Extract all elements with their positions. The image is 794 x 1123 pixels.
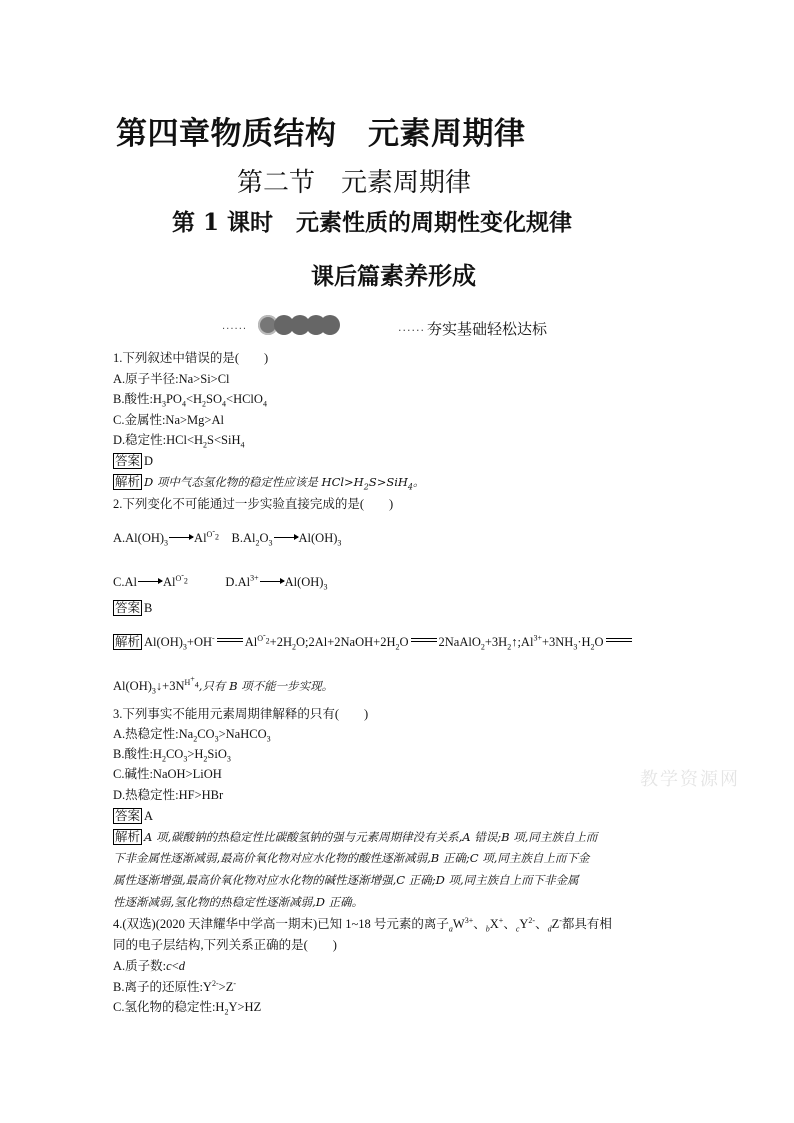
chapter-title: 第四章物质结构 元素周期律 [116,116,526,152]
answer-label: 答案 [115,454,141,468]
arrow-icon [260,581,284,582]
analysis-label: 解析 [115,634,141,649]
ball-decoration [320,315,340,335]
q3-stem: 3.下列事实不能用元素周期律解释的只有( ) [113,707,369,721]
q2-analysis: 解析 $Al(OH)_3+OH^-$ $Al^{O^-_2}+2H_2O;2Al+2NaOH+2H_2O$ $2NaAlO_2+3H_2↑;Al^{3+}+3NH_3\cdot H_2O$ [113,630,634,651]
q4-stem-part1: 4.(双选)(2020 天津耀华中学高一期末)已知 1~18 号元素的离子 [113,917,449,931]
q3-analysis-l3: 属性逐渐增强,最高价氧化物对应水化物的碱性逐渐增强,C 正确;D 项,同主族自上而下非金属 [113,873,579,887]
q3-analysis-l4: 性逐渐减弱,氢化物的热稳定性逐渐减弱,D 正确。 [113,895,364,909]
answer-label: 答案 [115,809,141,823]
section-heading-dots: ······ [398,324,425,337]
q1-option-b: B.酸性$:H_3PO_4<H_2SO_4<HClO_4$ [113,392,267,409]
q3-option-c: C.碱性:NaOH>LiOH [113,767,222,781]
q2-answer [113,598,152,616]
q3-analysis [113,827,597,845]
section-title: 第二节 元素周期律 [237,168,472,198]
q3-answer [113,806,153,824]
q1-stem: 1.下列叙述中错误的是( ) [113,351,269,365]
q2-options-cd: C.Al $Al^{O^-_2}$ $D.Al^{3+}$ $Al(OH)_3$ [113,570,328,592]
arrow-icon [274,537,298,538]
q4-option-b-label: B.离子的还原性:Y [113,980,212,994]
answer-label: 答案 [115,601,141,615]
q1-option-d: D.稳定性$:HCl<H_2S<SiH_4$ [113,433,245,450]
decorative-divider [222,314,342,336]
q3-option-a: A.热稳定性$:Na_2CO_3>NaHCO_3$ [113,727,271,744]
q3-answer-value: A [144,809,154,823]
q4-option-c: C.氢化物的稳定性$:H_2Y>HZ$ [113,1000,262,1017]
q2-analysis-line2: $Al(OH)_3↓+3N^{H^+_4}$,只有 B 项不能一步实现。 [113,674,334,696]
q4-option-a-label: A.质子数: [113,959,167,973]
analysis-label: 解析 [115,475,141,489]
watermark: 教学资源网 [640,769,740,790]
q2-options-ab: $A.Al(OH)_3$ $Al^{O^-_2}$ $B.Al_2O_3$ $Al(OH)_3$ [113,526,342,548]
q2-stem: 2.下列变化不可能通过一步实验直接完成的是( ) [113,497,394,511]
q4-option-a: A.质子数:c<d [113,959,186,973]
analysis-label: 解析 [115,830,141,844]
q1-option-c: C.金属性:Na>Mg>Al [113,413,224,427]
q3-option-b: B.酸性$:H_2CO_3>H_2SiO_3$ [113,747,231,764]
q4-option-b: B.离子的还原性$:Y^{2-}>Z^-$ [113,978,236,994]
q3-option-d: D.热稳定性:HF>HBr [113,788,224,802]
q4-stem: 4.(双选)(2020 天津耀华中学高一期末)已知 1~18 号元素的离子$_aW^{3+}$、$_b$X+、$_cY^{2-}$、$_d$Z-都具有相 [113,915,612,934]
after-class-part2: 素养形成 [380,262,476,290]
equals-sign [217,638,243,642]
dots-decoration: ······ [222,324,248,335]
q1-answer-value: D [144,454,154,468]
q2-answer-value: B [144,601,153,615]
q3-analysis-l2: 下非金属性逐渐减弱,最高价氧化物对应水化物的酸性逐渐减弱,B 正确;C 项,同主族自上而下金 [113,851,590,865]
q4-stem-line2: 同的电子层结构,下列关系正确的是( ) [113,938,337,952]
after-class-part1: 课后篇 [311,264,380,290]
q1-option-a: A.原子半径:Na>Si>Cl [113,372,230,386]
section-heading-text: 夯实基础轻松达标 [426,320,547,338]
section-heading [398,318,547,339]
q2-analysis-tail: ,只有 B 项不能一步实现。 [198,678,334,693]
q3-analysis-l1: A 项,碳酸钠的热稳定性比碳酸氢钠的强与元素周期律没有关系,A 错误;B 项,同主族自上而 [144,830,598,844]
after-class-title [311,256,476,291]
q1-analysis: 解析 D 项中气态氢化物的稳定性应该是 $HCl>H_2S>SiH_4$。 [115,475,425,492]
arrow-icon [169,537,193,538]
arrow-icon [138,581,162,582]
q1-analysis-text: D 项中气态氢化物的稳定性应该是 HCl>H [144,475,364,489]
lesson-title: 第 1 课时 元素性质的周期性变化规律 [172,209,573,236]
equals-sign [411,638,437,642]
q1-answer [113,451,153,469]
equals-sign [606,638,632,642]
